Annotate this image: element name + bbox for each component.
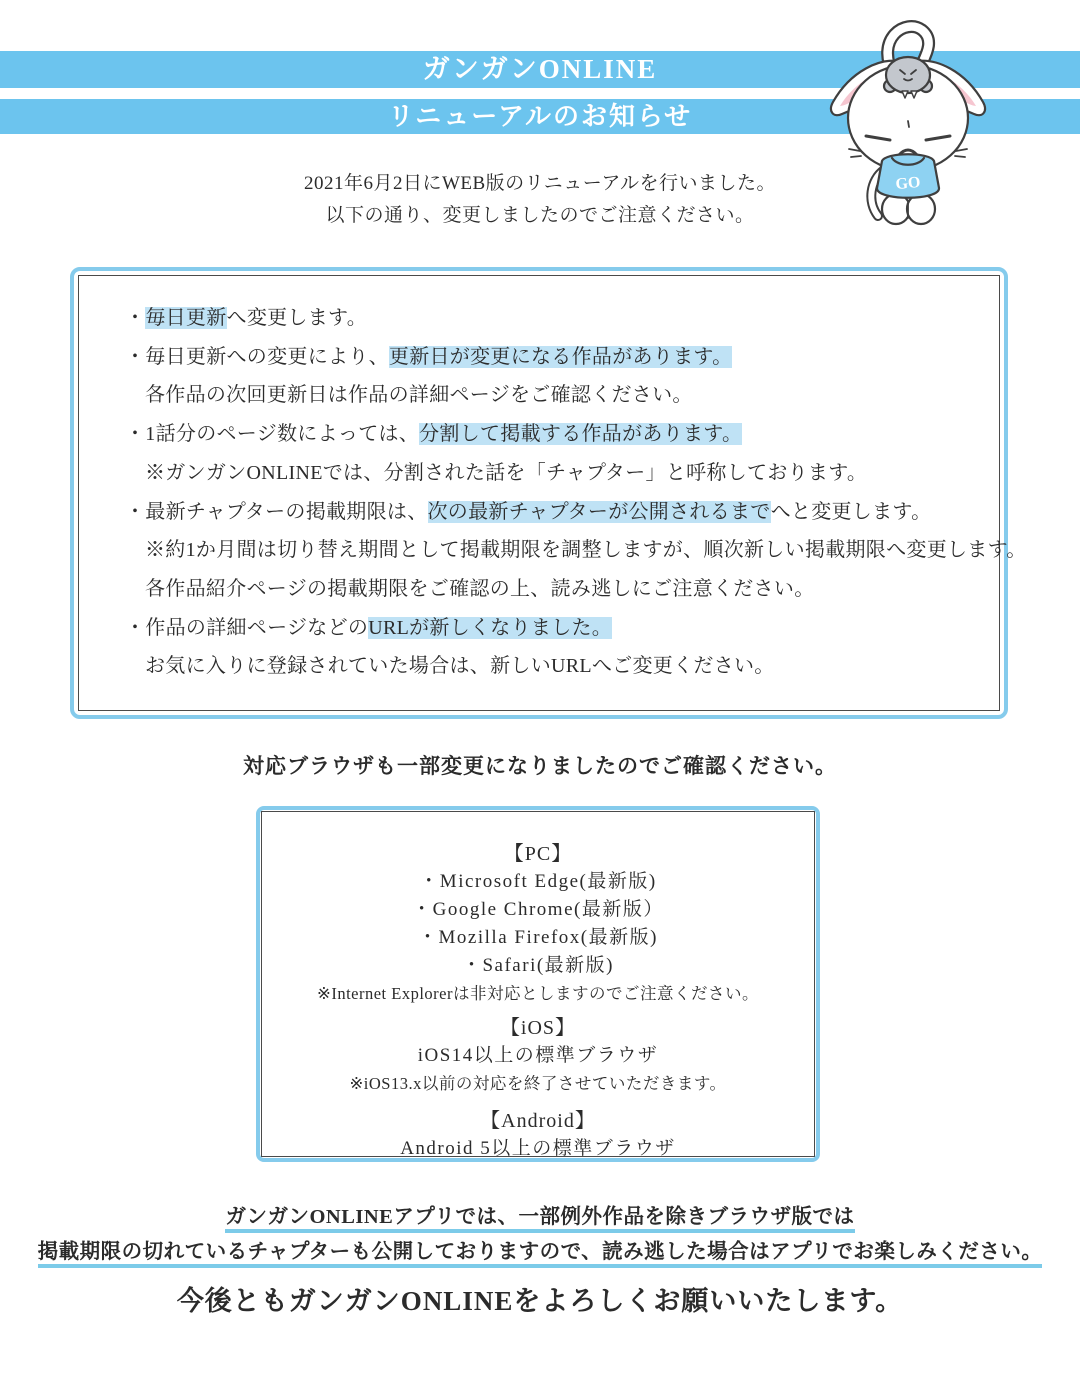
change-text: ・1話分のページ数によっては、 — [125, 423, 420, 446]
change-text: 各作品紹介ページの掲載期限をご確認の上、読み逃しにご注意ください。 — [145, 577, 815, 600]
android-section-header: 【Android】 — [480, 1110, 596, 1132]
app-note-line-1: ガンガンONLINEアプリでは、一部例外作品を除きブラウザ版では — [225, 1206, 854, 1233]
mascot-illustration — [822, 18, 997, 228]
ios-browser-note: ※iOS13.x以前の対応を終了させていただきます。 — [349, 1074, 727, 1093]
pc-browser-item: ・Mozilla Firefox(最新版) — [418, 927, 658, 948]
mascot-forehead-mark — [908, 121, 909, 127]
ios-section-header: 【iOS】 — [499, 1017, 577, 1039]
mascot-shirt-text: GO — [894, 173, 922, 194]
android-browser-item: Android 5以上の標準ブラウザ — [400, 1138, 676, 1159]
change-item-1 — [125, 299, 983, 338]
change-item-6 — [125, 493, 983, 532]
change-text: ・最新チャプターの掲載期限は、 — [125, 500, 428, 523]
change-highlight: 分割して掲載する作品があります。 — [419, 423, 743, 446]
change-item-5 — [125, 454, 983, 493]
mascot-left-stubble — [849, 149, 861, 157]
change-text: ・ — [125, 307, 146, 329]
browsers-box-inner — [261, 811, 815, 1157]
app-note-row — [0, 1200, 1080, 1235]
change-highlight: 更新日が変更になる作品があります。 — [388, 345, 733, 368]
changes-box — [70, 267, 1027, 719]
app-note-line-2: 掲載期限の切れているチャプターも公開しておりますので、読み逃した場合はアプリでお楽しみください。 — [38, 1241, 1043, 1268]
browsers-heading: 対応ブラウザも一部変更になりましたのでご確認ください。 — [243, 754, 837, 778]
change-text: ※約1か月間は切り替え期間として掲載期限を調整しますが、順次新しい掲載期限へ変更します。 — [145, 539, 1027, 562]
change-item-4 — [125, 415, 983, 454]
mouse-head — [886, 57, 930, 93]
closing-message: 今後ともガンガンONLINEをよろしくお願いいたします。 — [176, 1286, 904, 1316]
pc-section-header: 【PC】 — [503, 843, 573, 865]
change-item-9 — [125, 609, 983, 648]
intro-line-2: 以下の通り、変更しましたのでご注意ください。 — [325, 205, 755, 226]
change-item-10 — [125, 647, 983, 686]
intro-line-1: 2021年6月2日にWEB版のリニューアルを行いました。 — [303, 173, 777, 194]
pc-browser-item: ・Safari(最新版) — [461, 955, 615, 976]
mascot-right-stubble — [955, 149, 967, 157]
change-text: お気に入りに登録されていた場合は、新しいURLへご変更ください。 — [145, 655, 775, 678]
change-item-8 — [125, 570, 983, 609]
change-text: ※ガンガンONLINEでは、分割された話を「チャプター」と呼称しております。 — [145, 461, 868, 484]
change-text: ・毎日更新への変更により、 — [125, 345, 389, 368]
app-note — [0, 1200, 1080, 1270]
change-highlight: URLが新しくなりました。 — [368, 616, 613, 639]
change-item-7 — [125, 531, 1027, 570]
changes-box-inner — [78, 275, 1027, 711]
pc-browser-item: ・Google Chrome(最新版） — [412, 899, 664, 920]
change-highlight: 次の最新チャプターが公開されるまで — [427, 500, 771, 523]
change-text: へ変更します。 — [226, 307, 368, 329]
change-text: 各作品の次回更新日は作品の詳細ページをご確認ください。 — [145, 384, 693, 407]
pc-browser-item: ・Microsoft Edge(最新版) — [419, 871, 657, 892]
pc-browser-note: ※Internet Explorerは非対応としますのでご注意ください。 — [317, 984, 759, 1003]
change-highlight: 毎日更新 — [145, 307, 227, 329]
change-item-3 — [125, 376, 983, 415]
change-text: ・作品の詳細ページなどの — [125, 616, 369, 639]
change-text: へと変更します。 — [770, 500, 932, 523]
change-item-2 — [125, 338, 983, 377]
site-title: ガンガンONLINE — [422, 54, 658, 84]
app-note-row — [0, 1235, 1080, 1270]
browsers-box — [256, 806, 820, 1162]
ios-browser-item: iOS14以上の標準ブラウザ — [417, 1045, 659, 1066]
announcement-subtitle: リニューアルのお知らせ — [387, 102, 693, 131]
